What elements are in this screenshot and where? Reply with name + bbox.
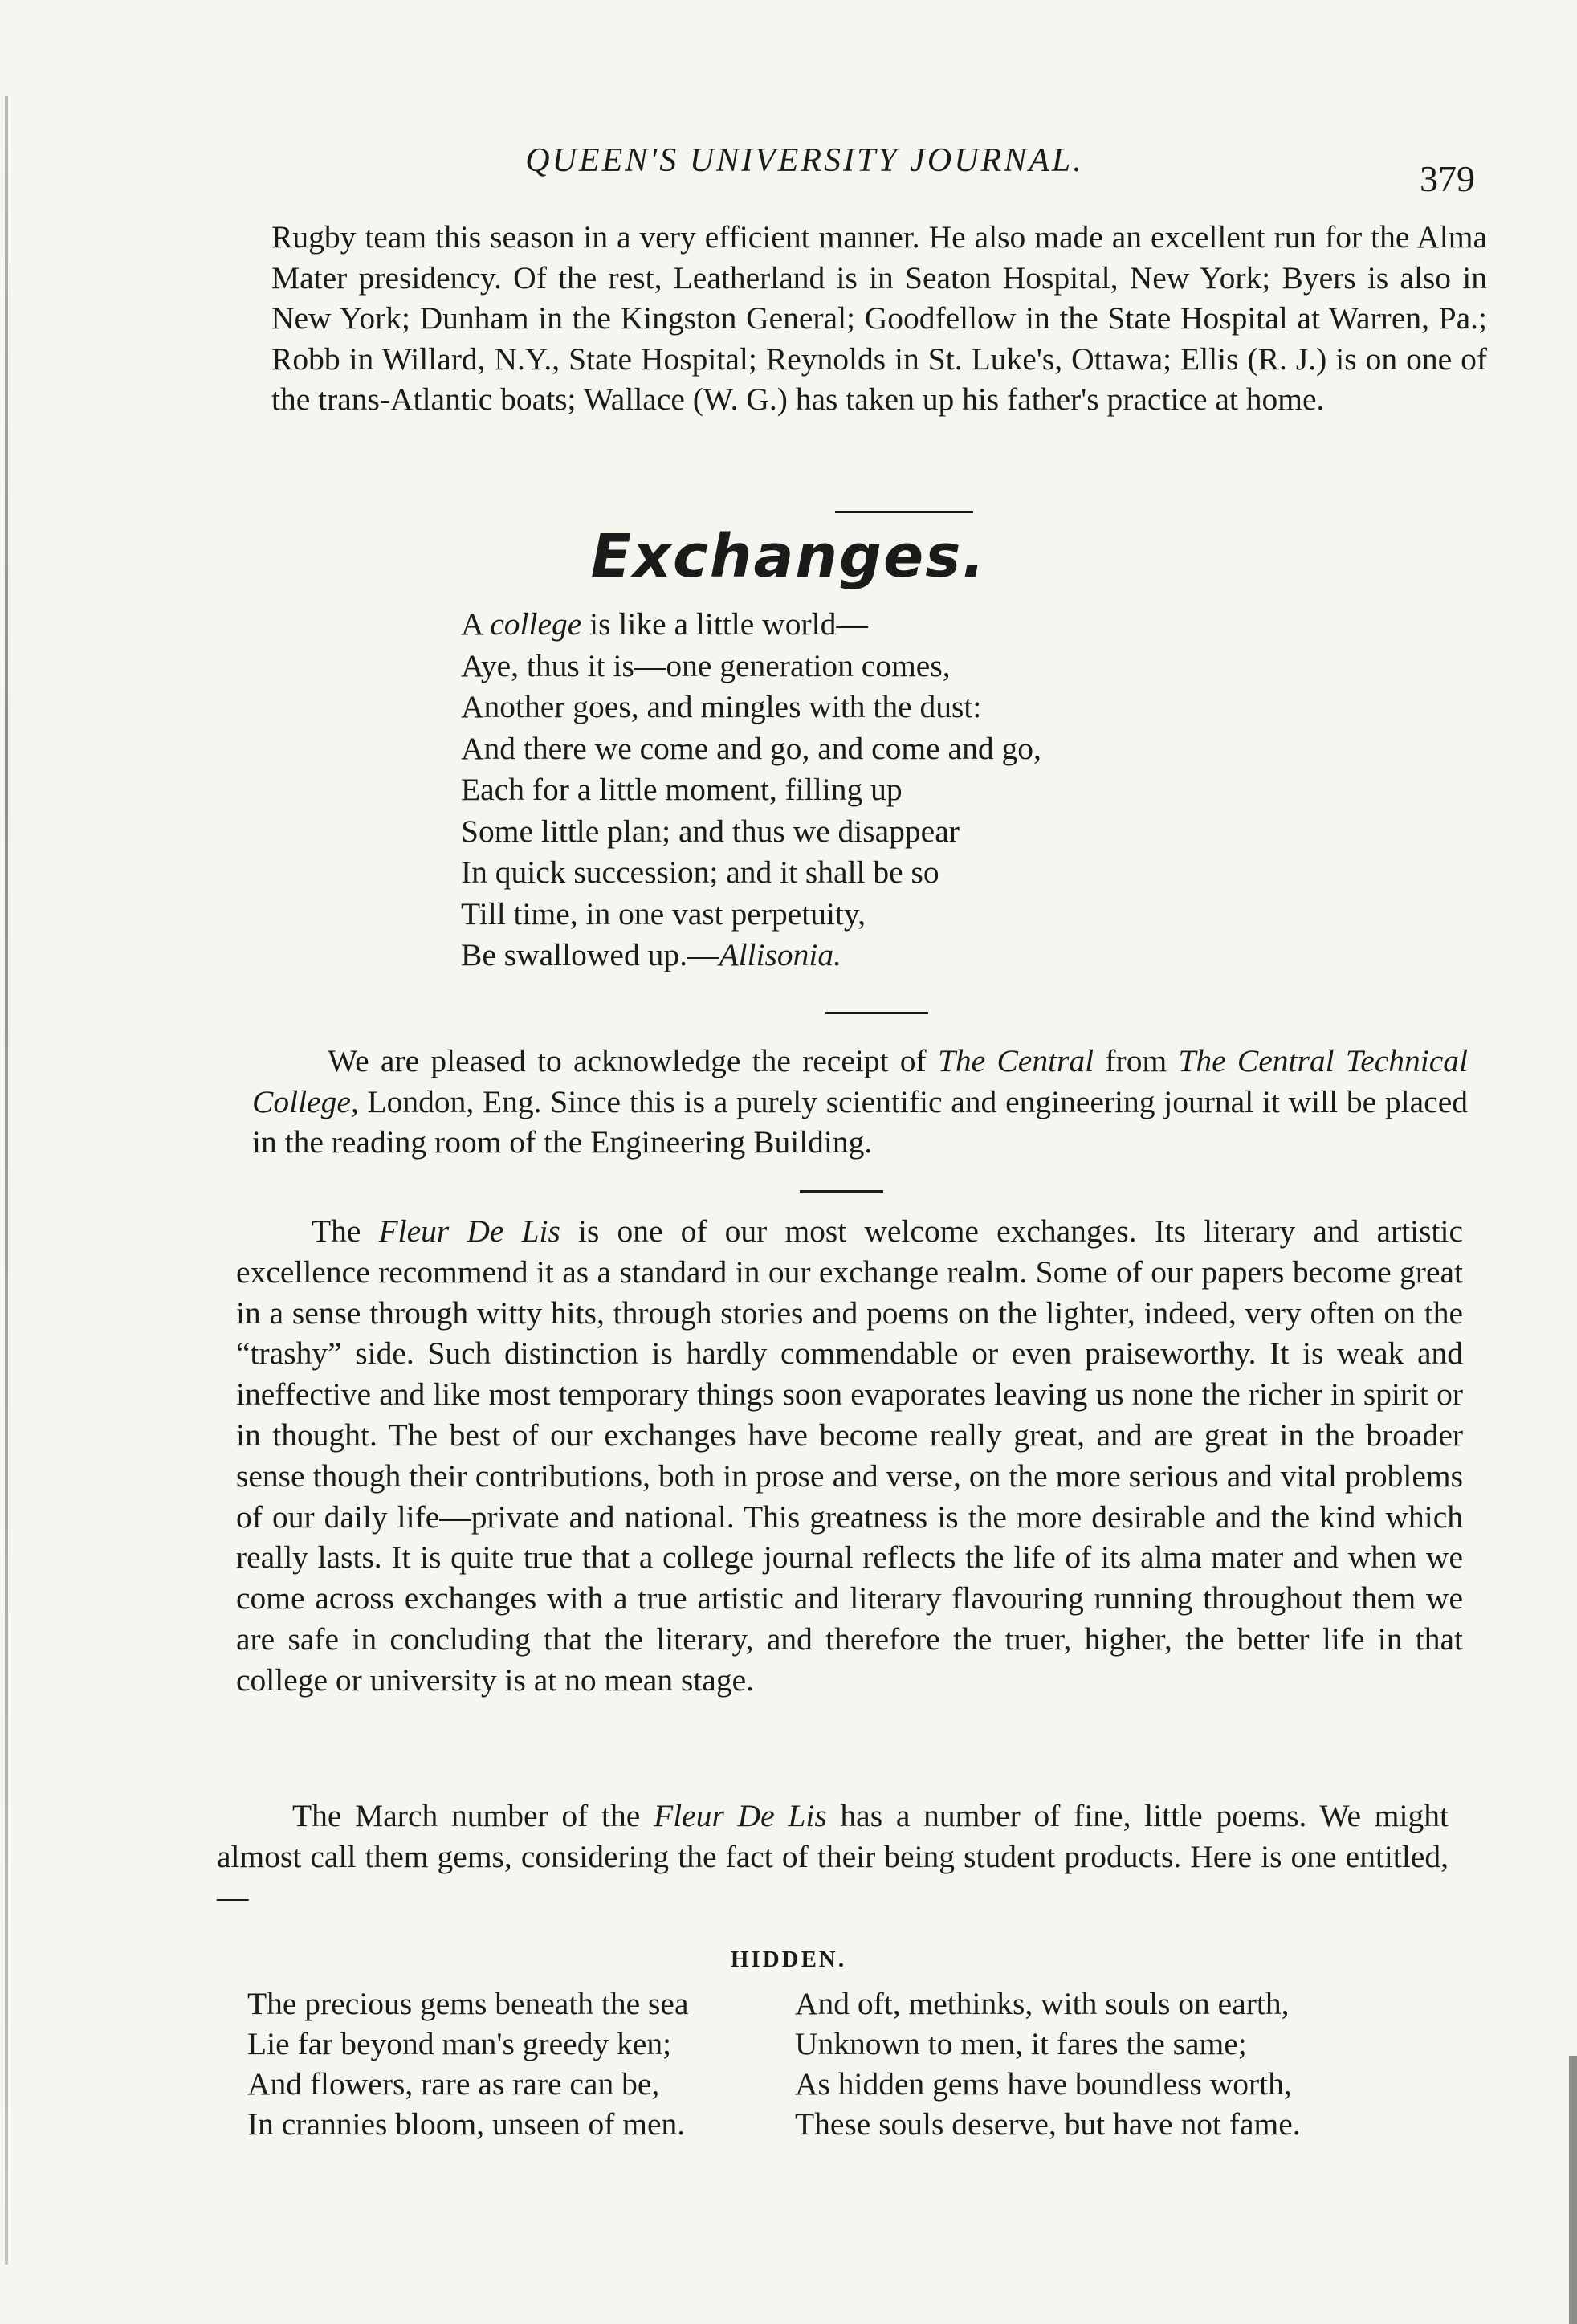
fleur-paragraph xyxy=(236,1211,1463,1701)
poem-line: Till time, in one vast perpetuity, xyxy=(461,895,866,932)
intro-paragraph-text: Rugby team this season in a very efficient manner. He also made an excellent run for the Alma Mater presidency. Of the rest, Leatherland is in Seaton Hospital, New York; Byers is also in New York; Dunham in the Kingston General; Goodfellow in the State Hospital at Warren, Pa.; Robb in Willard, N.Y., State Hospital; Reynolds in St. Luke's, Ottawa; Ellis (R. J.) is on one of the trans-Atlantic boats; Wallace (W. G.) has taken up his father's practice at home. xyxy=(271,219,1487,417)
poem-line-start: A xyxy=(461,606,491,642)
march-text-1: The March number of the xyxy=(292,1798,654,1833)
poem-line: In quick succession; and it shall be so xyxy=(461,854,939,890)
college-poem xyxy=(461,604,1041,976)
hidden-poem-line: As hidden gems have boundless worth, xyxy=(795,2066,1292,2102)
central-paragraph-text xyxy=(252,1041,1468,1163)
march-paragraph-text xyxy=(217,1796,1449,1918)
hidden-poem-line: These souls deserve, but have not fame. xyxy=(795,2106,1301,2142)
hidden-poem-line: In crannies bloom, unseen of men. xyxy=(247,2106,686,2142)
divider-rule xyxy=(800,1190,883,1193)
hidden-poem-line: Lie far beyond man's greedy ken; xyxy=(247,2026,672,2061)
central-text-3: London, Eng. Since this is a purely scientific and engineering journal it will be placed in the reading room of the Engineering Building. xyxy=(252,1083,1468,1160)
poem-line: Another goes, and mingles with the dust: xyxy=(461,689,982,724)
march-text-2: has a number of fine, little poems. We might almost call them gems, considering the fact of their being student products. Here is one entitled,— xyxy=(217,1798,1449,1914)
central-paragraph xyxy=(252,1041,1468,1163)
intro-paragraph xyxy=(271,217,1487,420)
hidden-poem-line: And flowers, rare as rare can be, xyxy=(247,2066,660,2102)
running-title xyxy=(0,141,1577,180)
scan-edge-left xyxy=(5,96,8,2265)
fleur-journal-title: Fleur De Lis xyxy=(378,1213,560,1249)
hidden-poem-right-column xyxy=(795,1984,1301,2144)
central-college-name: The Central Technical College, xyxy=(252,1043,1468,1119)
hidden-poem-line: The precious gems beneath the sea xyxy=(247,1986,689,2021)
scan-edge-right xyxy=(1569,2056,1577,2324)
poem-last-line: Be swallowed up.— xyxy=(461,937,719,972)
central-text-2: from xyxy=(1094,1043,1179,1078)
central-journal-title: The Central xyxy=(937,1043,1094,1078)
hidden-poem-line: And oft, methinks, with souls on earth, xyxy=(795,1986,1290,2021)
fleur-text-1: The xyxy=(312,1213,379,1249)
hidden-poem-left-column xyxy=(247,1984,689,2144)
fleur-paragraph-text xyxy=(236,1211,1463,1701)
fleur-text-2: is one of our most welcome exchanges. Its literary and artistic excellence recommend it as a standard in our exchange realm. Some of our papers become great in a sense through witty hits, through stories and poems on the lighter, indeed, very often on the “trashy” side. Such distinction is hardly commendable or even praiseworthy. It is weak and ineffective and like most temporary things soon evaporates leaving us none the richer in spirit or in thought. The best of our exchanges have become really great, and are great in the broader sense though their contributions, both in prose and verse, on the more serious and vital problems of our daily life—private and national. This greatness is the more desirable and the kind which really lasts. It is quite true that a college journal reflects the life of its alma mater and when we come across exchanges with a true artistic and literary flavouring running throughout them we are safe in concluding that the literary, and therefore the truer, higher, the better life in that college or university is at no mean stage. xyxy=(236,1213,1463,1698)
divider-rule xyxy=(835,511,973,513)
poem-line: Aye, thus it is—one generation comes, xyxy=(461,647,951,683)
page-number: 379 xyxy=(1420,158,1475,199)
divider-rule xyxy=(825,1012,928,1014)
poem-line xyxy=(461,935,1041,976)
poem-line: And there we come and go, and come and go, xyxy=(461,730,1041,766)
poem-line: Each for a little moment, filling up xyxy=(461,772,903,807)
section-heading: Exchanges. xyxy=(590,522,987,591)
poem-line: Some little plan; and thus we disappear xyxy=(461,813,960,849)
poem-line xyxy=(461,604,1041,646)
march-paragraph xyxy=(217,1796,1449,1918)
central-text-1: We are pleased to acknowledge the receipt of xyxy=(328,1043,938,1078)
hidden-poem-line: Unknown to men, it fares the same; xyxy=(795,2026,1247,2061)
hidden-poem-title: HIDDEN. xyxy=(730,1947,847,1972)
poem-attribution: Allisonia. xyxy=(719,937,841,972)
poem-line-italic: college xyxy=(490,606,582,642)
poem-line-end: is like a little world— xyxy=(581,606,868,642)
march-journal-title: Fleur De Lis xyxy=(654,1798,827,1833)
running-title-text: QUEEN'S UNIVERSITY JOURNAL. xyxy=(525,142,1084,179)
